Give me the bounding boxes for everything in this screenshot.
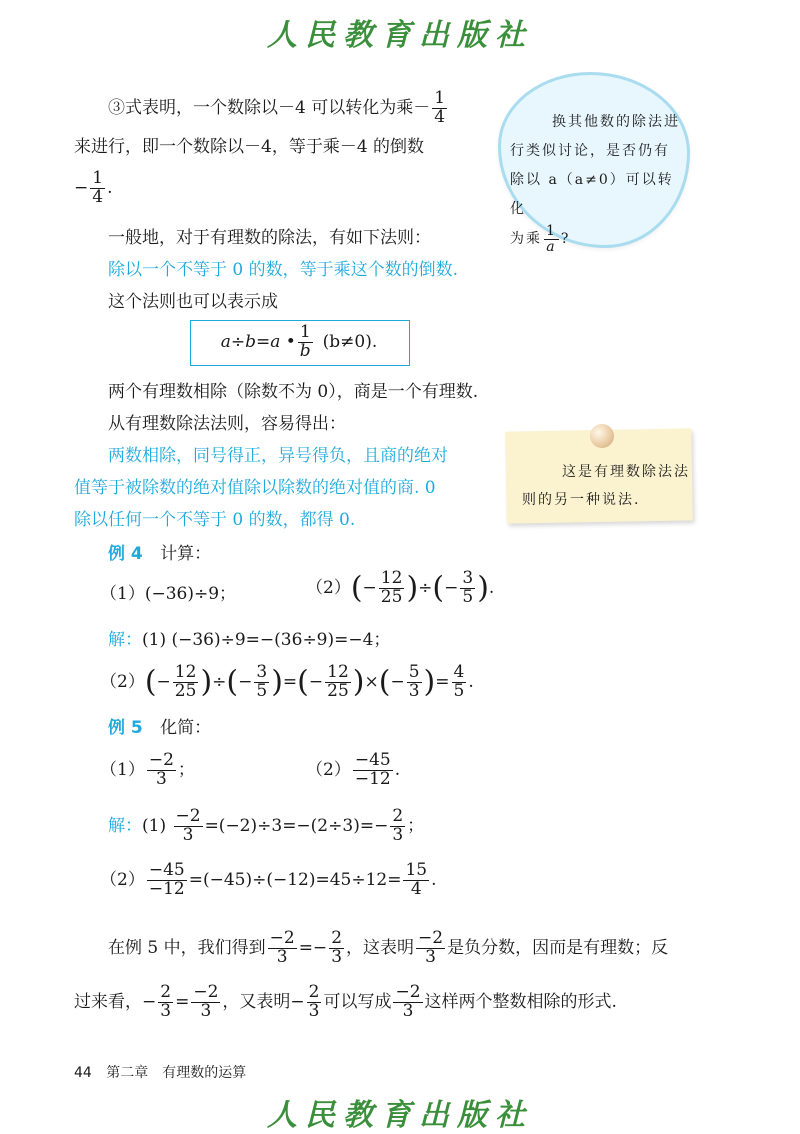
thought-cloud-text: 换其他数的除法进 行类似讨论，是否仍有 除以 a（a≠0）可以转化 为乘 $\frac{1}{a}$ ? [510,114,680,255]
chapter-title: 第二章 有理数的运算 [106,1065,247,1081]
pushpin-icon [590,424,614,448]
sticky-note-text: 这是有理数除法法 则的另一种说法. [522,464,690,508]
paragraph-1-line-3: − $\frac{1}{4}$ . [74,168,113,207]
division-formula: a÷b=a • $\frac{1}{b}$ (b≠0). [220,321,378,361]
example-5-solution-2: （2） $\frac{-45}{-12}$ =(−45)÷(−12)=45÷12= $\frac{15}{4}$ . [100,860,437,899]
publisher-logo: 人民教育出版社 [267,18,533,53]
paragraph-2: 一般地，对于有理数的除法，有如下法则： [108,228,431,248]
sign-rule-line-1: 两数相除，同号得正，异号得负，且商的绝对 [108,446,448,466]
paragraph-4: 两个有理数相除（除数不为 0），商是一个有理数. [108,382,479,402]
example-5-solution-1: 解：(1) $\frac{-2}{3}$ =(−2)÷3=−(2÷3)=− $\frac{2}{3}$ ； [108,806,425,845]
example-4-question-2: （2）(− $\frac{12}{25}$ )÷(− $\frac{3}{5}$ ). [306,568,495,607]
example-4-heading: 例 4 计算： [108,544,212,564]
example-5-heading: 例 5 化简： [108,718,212,738]
final-paragraph-line-2: 过来看，− $\frac{2}{3}$ = $\frac{-2}{3}$ ，又表明− $\frac{2}{3}$ 可以写成 $\frac{-2}{3}$ 这样两个整数相除的形式. [74,982,617,1021]
sign-rule-line-2: 值等于被除数的绝对值除以除数的绝对值的商. 0 [74,478,436,498]
example-4-solution-1: 解：(1) (−36)÷9=−(36÷9)=−4； [108,630,391,650]
division-rule: 除以一个不等于 0 的数，等于乘这个数的倒数. [108,260,459,280]
page-number: 44 [74,1065,92,1081]
fraction-one-quarter: $\frac{1}{4}$ [434,88,446,127]
publisher-logo-footer: 人民教育出版社 [267,1098,533,1133]
paragraph-3: 这个法则也可以表示成 [108,292,278,312]
paragraph-5: 从有理数除法法则，容易得出： [108,414,346,434]
page-footer [74,1062,246,1082]
example-4-solution-2: （2）(− $\frac{12}{25}$ )÷(− $\frac{3}{5}$ )=(− $\frac{12}{25}$ )×(− $\frac{5}{3}$ )= $\frac{4}{5}$ . [100,662,474,701]
paragraph-1-line-1: ③式表明，一个数除以－4 可以转化为乘－ $\frac{1}{4}$ [108,88,446,127]
sign-rule-line-3: 除以任何一个不等于 0 的数，都得 0. [74,510,356,530]
example-5-question-2: （2） $\frac{-45}{-12}$ . [306,750,401,789]
example-5-question-1: （1） $\frac{-2}{3}$ ； [100,750,195,789]
example-4-question-1: （1）(−36)÷9； [100,584,237,604]
final-paragraph-line-1: 在例 5 中，我们得到 $\frac{-2}{3}$ =− $\frac{2}{3}$ ，这表明 $\frac{-2}{3}$ 是负分数，因而是有理数；反 [108,928,669,967]
paragraph-1-line-2: 来进行，即一个数除以－4，等于乘－4 的倒数 [74,137,425,157]
